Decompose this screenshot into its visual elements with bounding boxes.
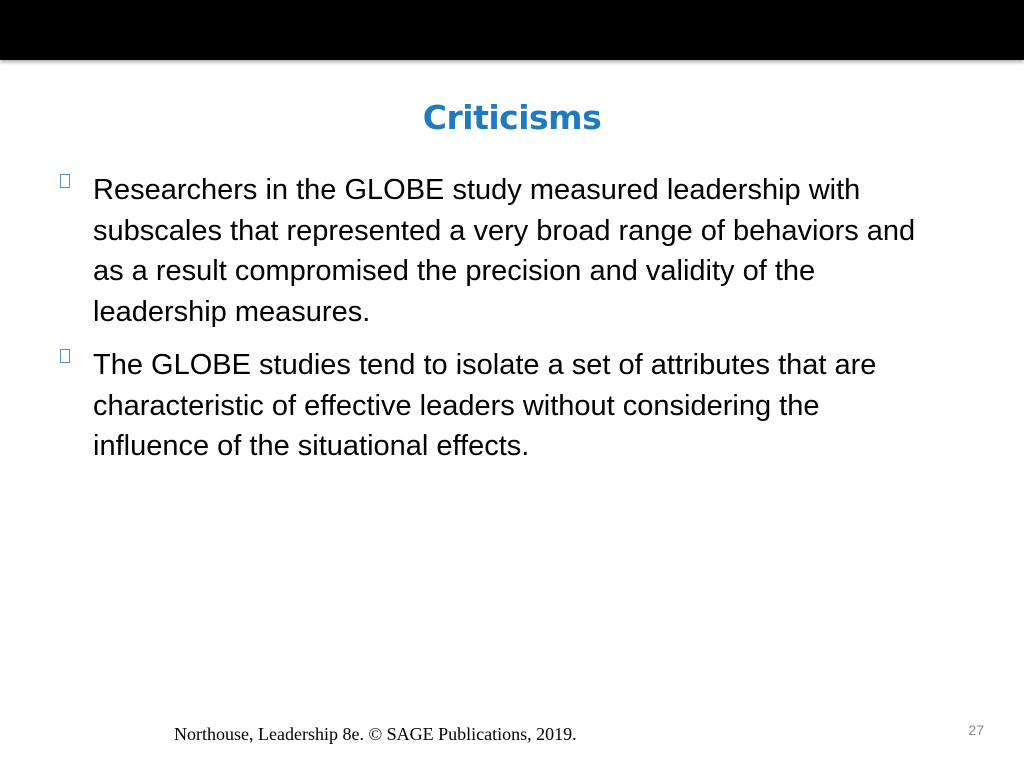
slide-number: 27: [968, 722, 984, 738]
slide-title: Criticisms: [422, 98, 602, 137]
bullet-item: [58, 345, 938, 467]
bullet-list: [58, 170, 938, 480]
bullet-text: The GLOBE studies tend to isolate a set of attributes that are characteristic of effective leaders without considering the influence of the situational effects.: [93, 349, 877, 462]
bullet-marker-icon: [60, 349, 70, 363]
bullet-item: [58, 170, 938, 332]
bullet-marker-icon: [60, 174, 70, 188]
bullet-text: Researchers in the GLOBE study measured leadership with subscales that represented a very broad range of behaviors and as a result compromised the precision and validity of the leadership measures.: [93, 174, 916, 328]
top-bar: [0, 0, 1024, 60]
footer-citation: Northouse, Leadership 8e. © SAGE Publications, 2019.: [174, 724, 577, 744]
